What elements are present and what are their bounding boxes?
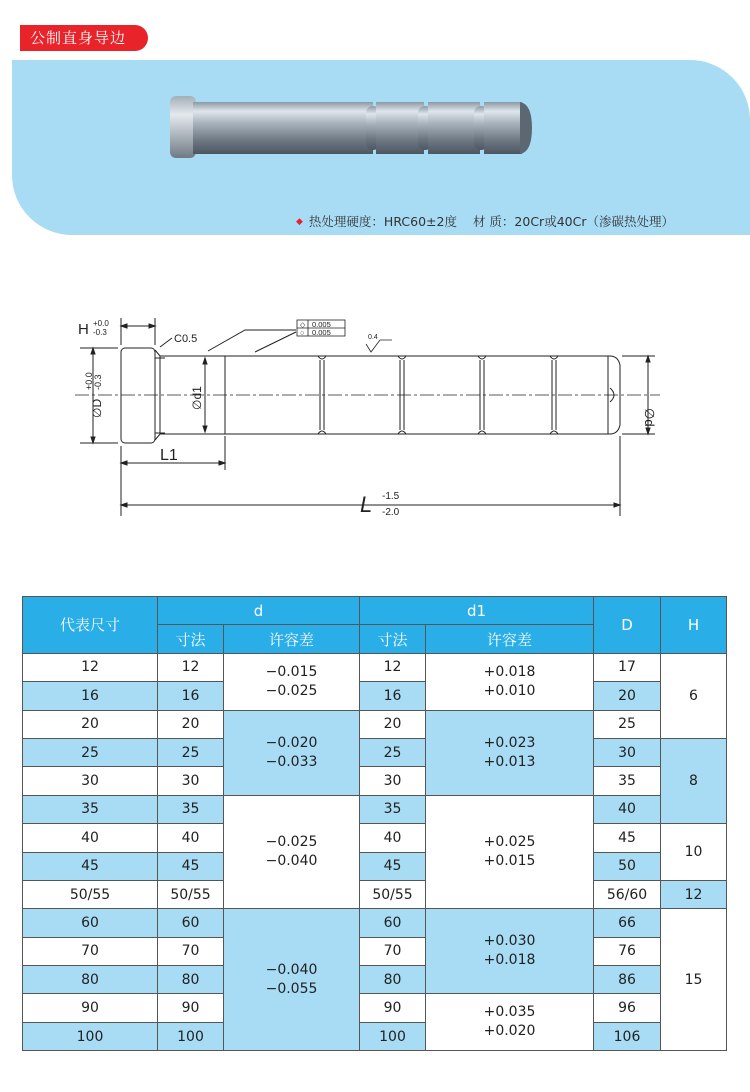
d1-dim-cell: 100 xyxy=(360,1022,426,1050)
big-d-cell: 25 xyxy=(594,710,661,738)
spec-line xyxy=(296,212,674,230)
big-d-cell: 106 xyxy=(594,1022,661,1050)
table-row xyxy=(23,937,727,965)
size-cell: 100 xyxy=(23,1022,158,1050)
table-row xyxy=(23,909,727,937)
d-dim-cell: 25 xyxy=(158,738,224,766)
d1-dim-cell: 70 xyxy=(360,937,426,965)
size-cell: 90 xyxy=(23,994,158,1022)
d1-dim-cell: 90 xyxy=(360,994,426,1022)
d1-dim-cell: 35 xyxy=(360,795,426,823)
size-cell: 30 xyxy=(23,767,158,795)
bullet-icon: ◆ xyxy=(296,217,303,227)
size-cell: 35 xyxy=(23,795,158,823)
size-cell: 70 xyxy=(23,937,158,965)
d-dim-cell: 90 xyxy=(158,994,224,1022)
d1-dim-cell: 60 xyxy=(360,909,426,937)
header-d1-dim: 寸法 xyxy=(360,625,426,653)
big-d-cell: 20 xyxy=(594,682,661,710)
d1-label: ∅d1 xyxy=(190,386,204,410)
header-d-tol: 许容差 xyxy=(224,625,360,653)
big-d-cell: 35 xyxy=(594,767,661,795)
d1-tol-cell: +0.018 +0.010 xyxy=(426,653,594,710)
d-side-tol-upper: +0.0 xyxy=(84,372,94,390)
d-dim-cell: 35 xyxy=(158,795,224,823)
l-label: L xyxy=(360,492,373,517)
table-row xyxy=(23,966,727,994)
table-row xyxy=(23,880,727,908)
size-cell: 45 xyxy=(23,852,158,880)
hardness-spec: 热处理硬度：HRC60±2度 xyxy=(308,214,457,229)
big-d-cell: 66 xyxy=(594,909,661,937)
d1-dim-cell: 12 xyxy=(360,653,426,681)
h-tol-upper: +0.0 xyxy=(93,319,109,328)
parallelism-icon: ◇ xyxy=(300,322,306,329)
big-d-cell: 30 xyxy=(594,738,661,766)
section-title: 公制直身导边 xyxy=(20,25,148,51)
big-d-cell: 76 xyxy=(594,937,661,965)
size-cell: 60 xyxy=(23,909,158,937)
d1-dim-cell: 50/55 xyxy=(360,880,426,908)
big-d-cell: 96 xyxy=(594,994,661,1022)
size-cell: 40 xyxy=(23,824,158,852)
d1-dim-cell: 30 xyxy=(360,767,426,795)
guide-post-photo xyxy=(170,96,532,158)
table-row xyxy=(23,767,727,795)
table-row xyxy=(23,710,727,738)
header-d1: d1 xyxy=(360,597,594,625)
h-cell: 15 xyxy=(661,909,727,1051)
size-cell: 25 xyxy=(23,738,158,766)
header-big-d: D xyxy=(594,597,661,654)
d-dim-cell: 60 xyxy=(158,909,224,937)
d1-dim-cell: 40 xyxy=(360,824,426,852)
d-dim-cell: 70 xyxy=(158,937,224,965)
d1-dim-cell: 20 xyxy=(360,710,426,738)
d-dim-cell: 12 xyxy=(158,653,224,681)
d-dim-cell: 100 xyxy=(158,1022,224,1050)
table-row xyxy=(23,852,727,880)
header-d-dim: 寸法 xyxy=(158,625,224,653)
technical-drawing xyxy=(75,318,660,516)
big-d-cell: 17 xyxy=(594,653,661,681)
header-size: 代表尺寸 xyxy=(23,597,158,654)
d-dim-cell: 40 xyxy=(158,824,224,852)
l-tol-lower: -2.0 xyxy=(382,507,400,518)
table-row xyxy=(23,795,727,823)
material-spec: 材 质：20Cr或40Cr（渗碳热处理） xyxy=(472,214,674,229)
h-cell: 6 xyxy=(661,653,727,738)
d-dim-cell: 45 xyxy=(158,852,224,880)
h-tol-lower: -0.3 xyxy=(93,328,107,337)
d-dim-cell: 50/55 xyxy=(158,880,224,908)
tolerance-value-2: 0.005 xyxy=(312,328,331,337)
h-cell: 10 xyxy=(661,824,727,881)
circularity-icon: ○ xyxy=(300,330,305,337)
table-row xyxy=(23,824,727,852)
dimension-table xyxy=(22,596,727,1051)
big-d-cell: 56/60 xyxy=(594,880,661,908)
table-row xyxy=(23,682,727,710)
d1-dim-cell: 25 xyxy=(360,738,426,766)
size-cell: 50/55 xyxy=(23,880,158,908)
header-h: H xyxy=(661,597,727,654)
d1-tol-cell: +0.023 +0.013 xyxy=(426,710,594,795)
roughness-label: 0.4 xyxy=(368,334,378,341)
big-d-cell: 86 xyxy=(594,966,661,994)
l-tol-upper: -1.5 xyxy=(382,491,400,502)
d-tol-cell: −0.020 −0.033 xyxy=(224,710,360,795)
size-cell: 16 xyxy=(23,682,158,710)
d-dim-cell: 80 xyxy=(158,966,224,994)
d1-dim-cell: 80 xyxy=(360,966,426,994)
d1-tol-cell: +0.025 +0.015 xyxy=(426,795,594,909)
l1-label: L1 xyxy=(160,447,178,464)
h-cell: 12 xyxy=(661,880,727,908)
big-d-cell: 50 xyxy=(594,852,661,880)
d-dim-cell: 16 xyxy=(158,682,224,710)
d-label: ∅d xyxy=(642,408,657,427)
d1-tol-cell: +0.030 +0.018 xyxy=(426,909,594,994)
size-cell: 80 xyxy=(23,966,158,994)
header-d: d xyxy=(158,597,360,625)
table-row xyxy=(23,994,727,1022)
h-label: H xyxy=(78,321,89,338)
tolerance-value-1: 0.005 xyxy=(312,320,331,329)
table-row xyxy=(23,653,727,681)
d-tol-cell: −0.040 −0.055 xyxy=(224,909,360,1051)
size-cell: 12 xyxy=(23,653,158,681)
d1-dim-cell: 16 xyxy=(360,682,426,710)
big-d-cell: 45 xyxy=(594,824,661,852)
size-cell: 20 xyxy=(23,710,158,738)
header-d1-tol: 许容差 xyxy=(426,625,594,653)
h-cell: 8 xyxy=(661,738,727,823)
table-row xyxy=(23,1022,727,1050)
big-d-label: ∅D xyxy=(90,398,104,418)
d-tol-cell: −0.015 −0.025 xyxy=(224,653,360,710)
d-dim-cell: 20 xyxy=(158,710,224,738)
table-row xyxy=(23,738,727,766)
d-side-tol-lower: -0.3 xyxy=(93,374,103,390)
d-tol-cell: −0.025 −0.040 xyxy=(224,795,360,909)
chamfer-label: C0.5 xyxy=(174,333,198,345)
d1-tol-cell: +0.035 +0.020 xyxy=(426,994,594,1051)
d1-dim-cell: 45 xyxy=(360,852,426,880)
d-dim-cell: 30 xyxy=(158,767,224,795)
big-d-cell: 40 xyxy=(594,795,661,823)
